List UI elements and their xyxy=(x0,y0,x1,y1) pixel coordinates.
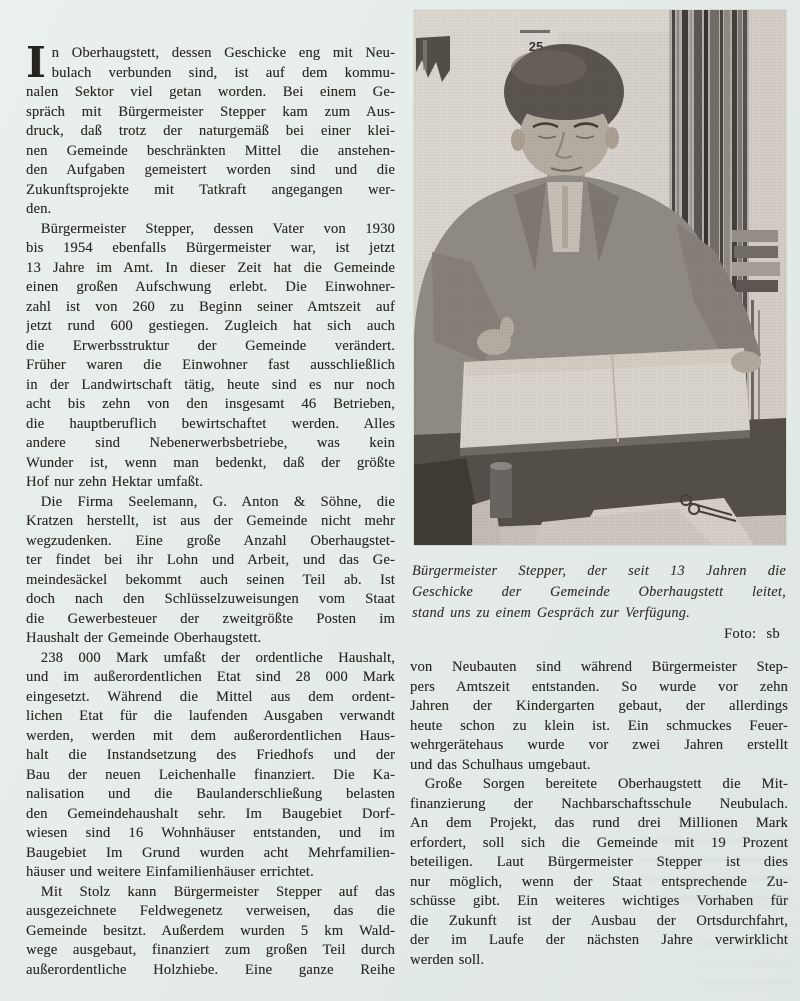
paragraph xyxy=(26,649,395,883)
text-line: Früher waren die Einwohner fast ausschließlich xyxy=(26,357,395,373)
text-line: meindesäckel bekommt auch seinen Teil ab. Ist xyxy=(26,571,395,588)
text-line: werden soll. xyxy=(410,951,485,968)
text-line: pers Amtszeit entstanden. So wurde vor zehn xyxy=(410,678,788,695)
photo-caption xyxy=(412,561,786,624)
text-line: andere sind Nebenerwerbsbetriebe, was kein xyxy=(26,435,395,451)
left-column xyxy=(26,38,395,980)
text-line: acht bis zehn von den insgesamt 46 Betrieben, xyxy=(26,396,395,412)
text-line: Haushalt der Gemeinde Oberhaugstett. xyxy=(26,630,262,646)
text-line: die Zukunft ist der Ausbau der Ortsdurchfahrt, xyxy=(410,912,788,929)
photo-credit: Foto: sb xyxy=(724,626,780,642)
text-line: eingesetzt. Während die Mittel aus dem ordent- xyxy=(26,688,395,705)
text-line: außerordentliche Holzhiebe. Eine ganze Reihe xyxy=(26,961,395,978)
text-line: der im Laufe der nächsten Jahre verwirklicht xyxy=(410,932,788,948)
halftone-overlay xyxy=(414,10,786,545)
text-line: stand uns zu einem Gespräch zur Verfügung. xyxy=(412,605,690,621)
text-line: einen großen Aufschwung erlebt. Die Einwohner- xyxy=(26,279,395,295)
text-line: und im außerordentlichen Etat sind 28 000 Mark xyxy=(26,669,395,685)
text-line: nalen Sektor viel getan worden. Bei einem Ge- xyxy=(26,84,395,100)
text-line: den Gemeindehaushalt sehr. Im Baugebiet Dorf- xyxy=(26,805,395,822)
text-line: von Neubauten sind während Bürgermeister Step- xyxy=(410,659,788,675)
text-line: häuser und weitere Einfamilienhäuser errichtet. xyxy=(26,864,314,880)
text-line: Wunder ist, wenn man bedenkt, daß der größte xyxy=(26,454,395,471)
photo-halftone-illustration xyxy=(414,10,786,545)
text-line: Hof nur zehn Hektar umfaßt. xyxy=(26,474,204,490)
drop-cap-letter: I xyxy=(26,38,46,87)
text-line: den Aufgaben gemeistert worden sind und die xyxy=(26,162,395,178)
text-line: nur möglich, wenn der Staat entsprechende Zu- xyxy=(410,873,788,890)
right-column xyxy=(410,658,788,970)
paragraph xyxy=(412,561,786,624)
text-line: Große Sorgen bereitete Oberhaugstett die Mit- xyxy=(410,776,788,792)
paragraph xyxy=(26,38,395,220)
text-line: Geschicke der Gemeinde Oberhaugstett leitet, xyxy=(412,584,786,600)
text-line: ter findet bei ihr Lohn und Arbeit, und das Ge- xyxy=(26,552,395,568)
text-line: wege ausgebaut, finanziert zum großen Teil durch xyxy=(26,942,395,958)
text-line: werden, werden mit dem außerordentlichen Haus- xyxy=(26,727,395,744)
text-line: Baugebiet Im Grund wurden acht Mehrfamilien- xyxy=(26,844,395,861)
text-line: lichen Etat für die laufenden Ausgaben verwandt xyxy=(26,708,395,724)
text-line: zahl ist von 260 zu Beginn seiner Amtszeit auf xyxy=(26,298,395,315)
text-line: bulach verbunden sind, ist auf dem kommu- xyxy=(51,64,395,81)
text-line: ausgezeichnete Feldwegenetz verweisen, das die xyxy=(26,903,395,919)
text-line: schüsse gibt. Ein weiteres wichtiges Vorhaben für xyxy=(410,893,788,909)
text-line: Bürgermeister Stepper, der seit 13 Jahren die xyxy=(412,563,786,579)
text-line: An dem Projekt, das rund drei Millionen Mark xyxy=(410,815,788,831)
paragraph xyxy=(410,658,788,775)
text-line: die Erwerbsstruktur der Gemeinde verändert. xyxy=(26,337,395,354)
paragraph xyxy=(26,493,395,649)
text-line: finanzierung der Nachbarschaftsschule Neubulach. xyxy=(410,795,788,812)
text-line: bis 1954 ebenfalls Bürgermeister war, ist jetzt xyxy=(26,240,395,256)
text-line: wiesen sind 16 Wohnhäuser entstanden, und im xyxy=(26,825,395,841)
text-line: nen Gemeinde beschränkten Mittel die anstehen- xyxy=(26,142,395,159)
text-line: doch nach den Schlüsselzuweisungen vom Staat xyxy=(26,591,395,607)
text-line: wehrgerätehaus wurde vor zwei Jahren erstellt xyxy=(410,737,788,753)
text-line: halt die Instandsetzung des Friedhofs und der xyxy=(26,747,395,763)
text-line: die Gewerbesteuer der zweitgrößte Posten im xyxy=(26,610,395,627)
text-line: Mit Stolz kann Bürgermeister Stepper auf das xyxy=(26,883,395,900)
text-line: 13 Jahre im Amt. In dieser Zeit hat die Gemeinde xyxy=(26,259,395,276)
text-line: nalisation und die Baulanderschließung belasten xyxy=(26,786,395,802)
text-line: wegzudenken. Eine große Anzahl Oberhaugstet- xyxy=(26,532,395,549)
text-line: spräch mit Bürgermeister Stepper kam zum Aus- xyxy=(26,103,395,120)
text-line: erfordert, soll sich die Gemeinde mit 19 Prozent xyxy=(410,834,788,851)
text-line: Jahren der Kindergarten gebaut, der allerdings xyxy=(410,698,788,714)
text-line: die hauptberuflich bewirtschaftet werden. Alles xyxy=(26,415,395,432)
photo-stepper xyxy=(414,10,786,545)
text-line: in der Landwirtschaft tätig, heute sind es nur noch xyxy=(26,376,395,393)
text-line: den. xyxy=(26,201,52,217)
text-line: heute schon zu klein ist. Ein schmuckes Feuer- xyxy=(410,717,788,734)
text-line: n Oberhaugstett, dessen Geschicke eng mit Neu- xyxy=(51,45,395,61)
paragraph xyxy=(26,883,395,981)
text-line: Gemeinde besitzt. Außerdem wurden 5 km Wald- xyxy=(26,922,395,939)
paragraph xyxy=(26,220,395,493)
text-line: Zukunftsprojekte mit Tatkraft angegangen wer- xyxy=(26,181,395,198)
text-line: Kratzen herstellt, ist aus der Gemeinde nicht mehr xyxy=(26,513,395,529)
text-line: Die Firma Seelemann, G. Anton & Söhne, die xyxy=(26,493,395,510)
text-line: und das Schulhaus umgebaut. xyxy=(410,756,591,773)
text-line: druck, daß trotz der naturgemäß bei einer klei- xyxy=(26,123,395,139)
text-line: beteiligen. Laut Bürgermeister Stepper ist dies xyxy=(410,854,788,870)
text-line: Bau der neuen Leichenhalle finanziert. Die Ka- xyxy=(26,766,395,783)
text-line: jetzt rund 600 gestiegen. Zugleich hat sich auch xyxy=(26,318,395,334)
text-line: 238 000 Mark umfaßt der ordentliche Haushalt, xyxy=(26,649,395,666)
paragraph xyxy=(410,775,788,970)
text-line: Bürgermeister Stepper, dessen Vater von 1930 xyxy=(26,220,395,237)
